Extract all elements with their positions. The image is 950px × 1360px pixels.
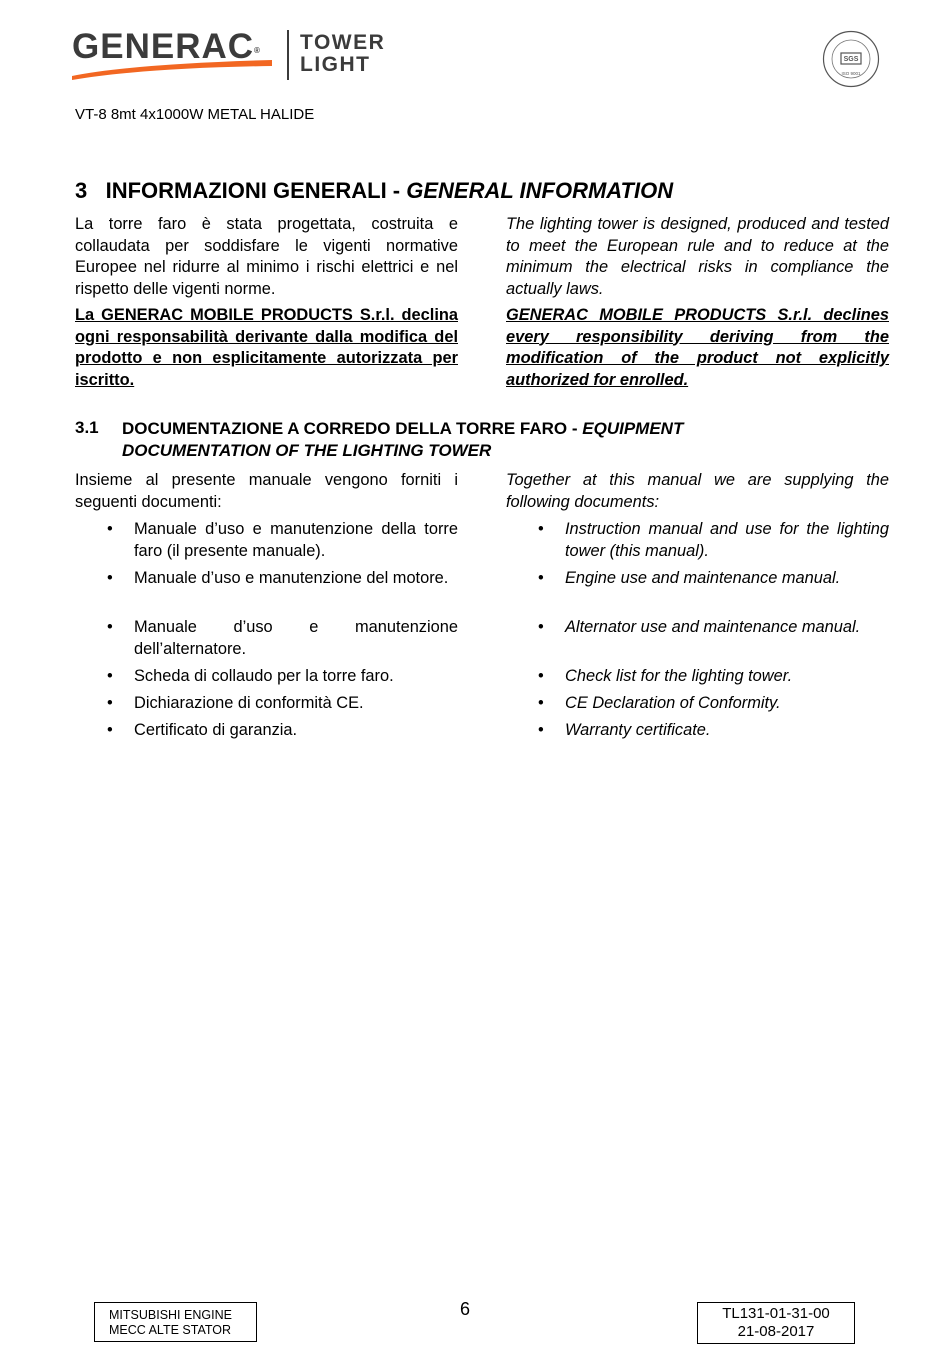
model-designation: VT-8 8mt 4x1000W METAL HALIDE	[75, 106, 315, 123]
list-item: • Manuale d’uso e manutenzione della torre faro (il presente manuale).	[75, 519, 458, 568]
list-item: • Warranty certificate.	[506, 720, 889, 747]
section-3-it-intro: La torre faro è stata progettata, costruita e collaudata per soddisfare le vigenti normative Europee nel ridurre al minimo i rischi elettrici e nel rispetto delle vigenti norme.	[75, 215, 458, 298]
list-item: • CE Declaration of Conformity.	[506, 693, 889, 720]
section-3-1-it-intro: Insieme al presente manuale vengono forniti i seguenti documenti:	[75, 471, 458, 511]
footer-doc-box	[697, 1302, 855, 1344]
section-3-italian-column	[75, 214, 458, 391]
list-item: • Certificato di garanzia.	[75, 720, 458, 747]
logo-swoosh	[72, 60, 272, 80]
list-item: • Scheda di collaudo per la torre faro.	[75, 666, 458, 693]
section-3-1-heading	[122, 418, 782, 462]
tower-light-logo	[300, 32, 385, 76]
seal-text: ISO 9001	[841, 71, 861, 76]
section-3-english-column	[506, 214, 889, 391]
logo-tower-text: TOWER	[300, 31, 386, 54]
section-3-1-title-it: DOCUMENTAZIONE A CORREDO DELLA TORRE FARO -	[122, 419, 583, 438]
section-3-1-en-intro: Together at this manual we are supplying the following documents:	[506, 471, 889, 511]
footer-engine-box	[94, 1302, 257, 1342]
section-3-en-disclaimer: GENERAC MOBILE PRODUCTS S.r.l. declines every responsibility deriving from the modification of the product not explicitly authorized for enrolled.	[506, 306, 889, 389]
list-item: • Instruction manual and use for the lighting tower (this manual).	[506, 519, 889, 568]
page-number: 6	[460, 1299, 471, 1319]
section-3-it-disclaimer: La GENERAC MOBILE PRODUCTS S.r.l. declina ogni responsabilità derivante dalla modifica del prodotto e non esplicitamente autorizzata per iscritto.	[75, 306, 458, 389]
logo-light-text: LIGHT	[300, 53, 371, 76]
section-3-number: 3	[75, 178, 88, 203]
section-3-title-it: INFORMAZIONI GENERALI -	[105, 178, 407, 203]
list-item: • Manuale d’uso e manutenzione dell’alternatore.	[75, 617, 458, 666]
list-item: • Manuale d’uso e manutenzione del motore.	[75, 568, 458, 617]
list-item: • Engine use and maintenance manual.	[506, 568, 889, 617]
section-3-1-number: 3.1	[75, 418, 99, 437]
list-item: • Alternator use and maintenance manual.	[506, 617, 889, 666]
section-3-heading	[75, 178, 673, 204]
brand-name: GENERAC	[72, 27, 255, 66]
list-item: • Dichiarazione di conformità CE.	[75, 693, 458, 720]
english-documents-list	[506, 519, 889, 747]
svg-text:SGS: SGS	[843, 56, 859, 63]
footer-stator-text: MECC ALTE STATOR	[109, 1323, 232, 1337]
italian-documents-list	[75, 519, 458, 747]
list-item: • Check list for the lighting tower.	[506, 666, 889, 693]
doc-code: TL131-01-31-00	[722, 1305, 830, 1322]
section-3-1-title-en: EQUIPMENT DOCUMENTATION OF THE LIGHTING TOWER	[122, 419, 684, 460]
registered-mark: ®	[254, 46, 261, 55]
logo-divider	[287, 30, 289, 80]
footer-engine-text: MITSUBISHI ENGINE	[109, 1308, 232, 1322]
doc-date: 21-08-2017	[737, 1323, 815, 1340]
section-3-en-intro: The lighting tower is designed, produced and tested to meet the European rule and to reduce at the minimum the electrical risks in compliance the actually laws.	[506, 215, 889, 298]
certification-seal-icon	[822, 30, 880, 88]
section-3-title-en: GENERAL INFORMATION	[406, 178, 674, 203]
